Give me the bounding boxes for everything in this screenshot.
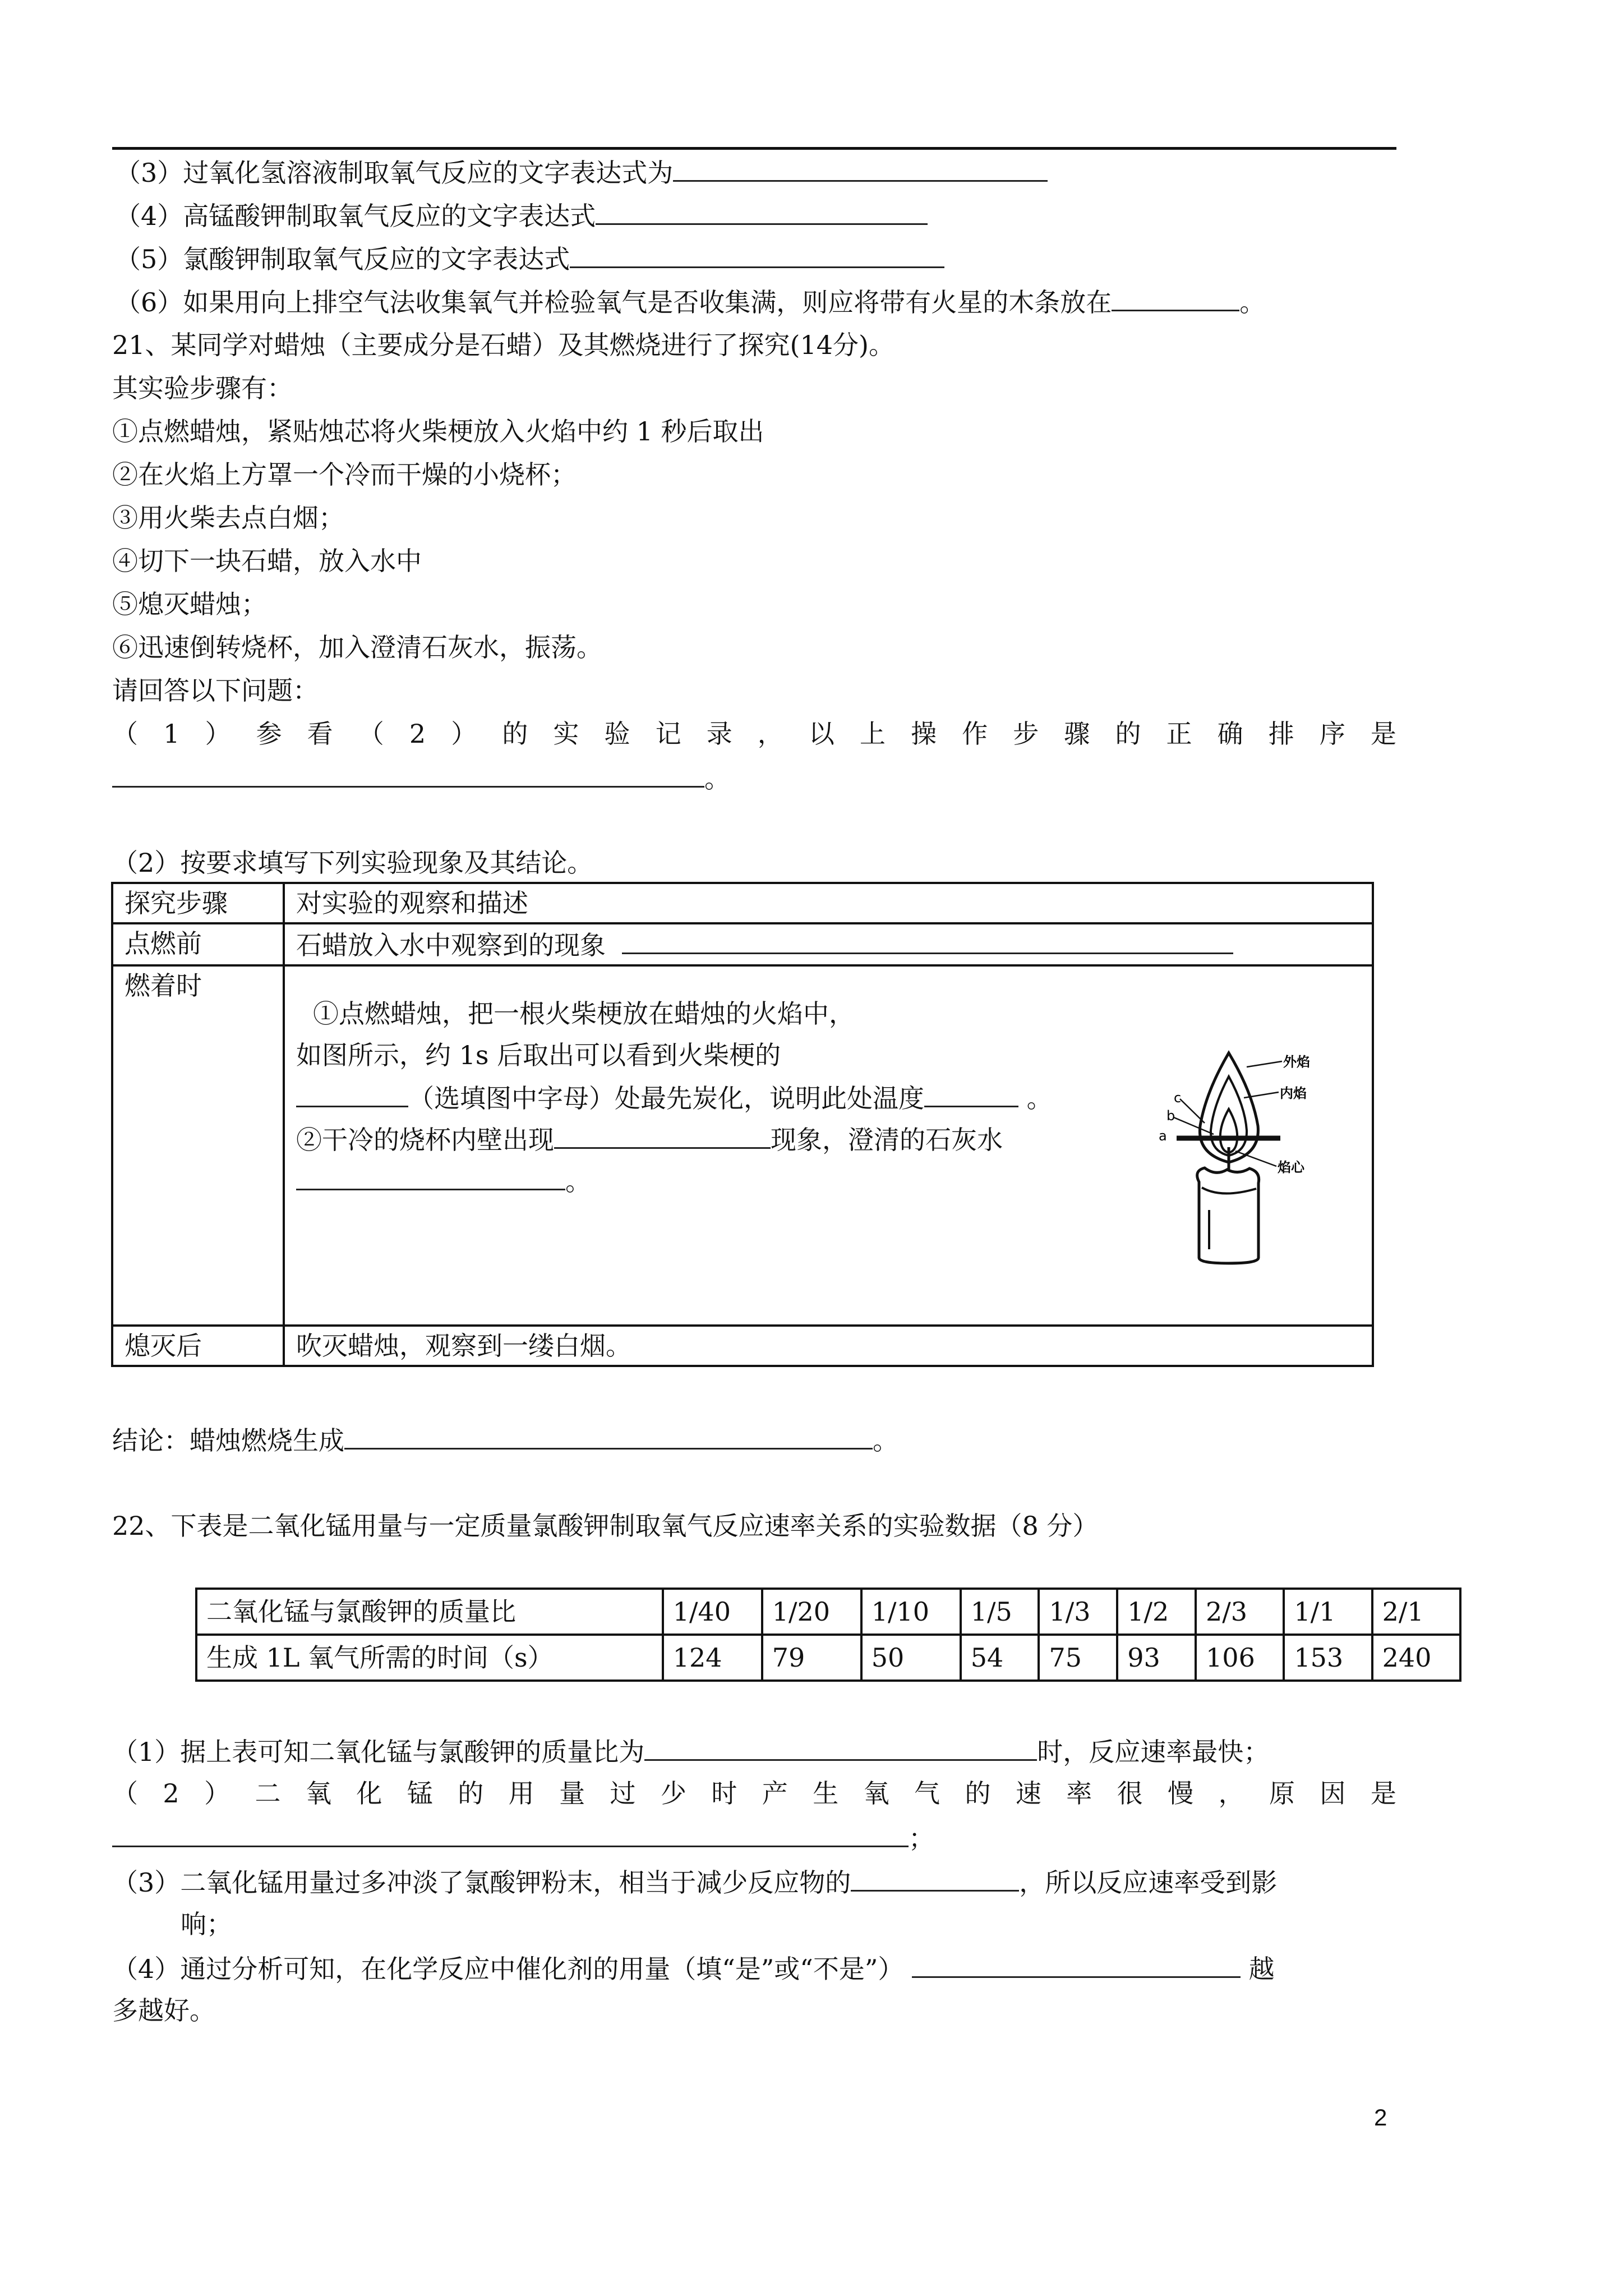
- label-a: a: [1159, 1128, 1167, 1144]
- question-char: 氧: [305, 1778, 331, 1809]
- q20-item4: （4）高锰酸钾制取氧气反应的文字表达式: [115, 197, 928, 233]
- table-cell: 2/3: [1196, 1589, 1284, 1635]
- question-char: 少: [660, 1778, 686, 1809]
- flame-core-label: 焰心: [1278, 1159, 1304, 1175]
- question-char: 因: [1320, 1778, 1346, 1809]
- table-cell: 240: [1372, 1635, 1460, 1681]
- question-char: 时: [711, 1778, 737, 1809]
- table-row: [112, 883, 1373, 923]
- table-cell: 1/40: [663, 1589, 762, 1635]
- q21-ask: 请回答以下问题：: [112, 675, 319, 706]
- q21-part1-question: [112, 717, 1396, 751]
- table-cell: 1/3: [1039, 1589, 1117, 1635]
- table-cell: 1/2: [1117, 1589, 1196, 1635]
- mno2-data-table: [195, 1588, 1461, 1682]
- answer-blank[interactable]: [554, 1121, 771, 1149]
- table-row: [112, 923, 1373, 965]
- answer-blank[interactable]: [912, 1950, 1241, 1978]
- answer-blank[interactable]: [296, 1163, 565, 1190]
- q22-part3: （3）二氧化锰用量过多冲淡了氯酸钾粉末，相当于减少反应物的 ，所以反应速率受到影: [112, 1864, 1277, 1899]
- q21-conclusion: 结论：蜡烛燃烧生成 。: [112, 1422, 898, 1457]
- burning-line-5: 。: [296, 1163, 591, 1198]
- page-number: 2: [1374, 2104, 1387, 2131]
- answer-blank[interactable]: [924, 1080, 1018, 1107]
- table-cell: 106: [1196, 1635, 1284, 1681]
- candle-flame-diagram: [1154, 1042, 1334, 1277]
- table-cell: 熄灭后: [112, 1326, 284, 1366]
- table-cell: 124: [663, 1635, 762, 1681]
- question-char: 氧: [863, 1778, 889, 1809]
- table-cell: 1/1: [1284, 1589, 1372, 1635]
- question-char: 以: [808, 719, 834, 749]
- question-char: 过: [610, 1778, 636, 1809]
- table-row: [196, 1635, 1460, 1681]
- burning-line-1: ①点燃蜡烛，把一根火柴梗放在蜡烛的火焰中，: [313, 999, 855, 1029]
- answer-blank[interactable]: [673, 154, 1048, 182]
- question-char: 是: [1370, 1778, 1396, 1809]
- label-c: c: [1174, 1090, 1182, 1106]
- question-char: 确: [1217, 719, 1243, 749]
- label-b: b: [1166, 1108, 1175, 1124]
- question-char: （: [112, 719, 138, 749]
- answer-blank[interactable]: [644, 1733, 1037, 1761]
- question-char: 排: [1268, 719, 1294, 749]
- q20-item6: （6）如果用向上排空气法收集氧气并检验氧气是否收集满，则应将带有火星的木条放在 。: [115, 284, 1265, 319]
- question-char: 上: [859, 719, 886, 749]
- question-char: 参: [256, 719, 282, 749]
- question-char: 气: [914, 1778, 940, 1809]
- inner-flame: [1211, 1076, 1247, 1156]
- question-char: ）: [204, 1778, 230, 1809]
- answer-blank[interactable]: [622, 927, 1233, 954]
- question-char: 量: [559, 1778, 585, 1809]
- q21-part2-question: （2）按要求填写下列实验现象及其结论。: [112, 848, 593, 878]
- question-char: 用: [508, 1778, 534, 1809]
- question-char: 产: [762, 1778, 788, 1809]
- q21-step: ④切下一块石蜡，放入水中: [112, 546, 422, 576]
- table-cell: 点燃前: [112, 923, 284, 965]
- table-cell: 石蜡放入水中观察到的现象: [284, 923, 1373, 965]
- q22-part2-answer-line: ；: [112, 1820, 934, 1855]
- question-char: 录: [706, 719, 732, 749]
- outer-flame-label: 外焰: [1283, 1054, 1310, 1070]
- q21-step: ①点燃蜡烛，紧贴烛芯将火柴梗放入火焰中约 1 秒后取出: [112, 416, 764, 447]
- table-cell: 93: [1117, 1635, 1196, 1681]
- question-char: 2: [409, 719, 426, 749]
- question-char: 速: [1015, 1778, 1041, 1809]
- question-char: 的: [1115, 719, 1141, 749]
- q22-part1: （1）据上表可知二氧化锰与氯酸钾的质量比为 时，反应速率最快；: [112, 1733, 1269, 1769]
- top-rule: [112, 147, 1396, 150]
- answer-blank[interactable]: [851, 1864, 1019, 1892]
- table-row: [112, 1326, 1373, 1366]
- question-char: 2: [163, 1778, 179, 1809]
- table-cell: 75: [1039, 1635, 1117, 1681]
- question-char: ）: [451, 719, 477, 749]
- table-cell: 1/10: [861, 1589, 961, 1635]
- table-cell: 对实验的观察和描述: [284, 883, 1373, 923]
- question-char: ，: [1218, 1778, 1244, 1809]
- question-char: 原: [1269, 1778, 1295, 1809]
- q21-part1-answer-line: 。: [112, 760, 730, 795]
- q22-part2-question: [112, 1777, 1396, 1810]
- question-char: 步: [1013, 719, 1039, 749]
- q22-title: 22、下表是二氧化锰用量与一定质量氯酸钾制取氧气反应速率关系的实验数据（8 分）: [112, 1511, 1099, 1541]
- question-char: 率: [1066, 1778, 1092, 1809]
- answer-blank[interactable]: [570, 241, 944, 268]
- answer-blank[interactable]: [112, 760, 704, 788]
- question-char: 的: [502, 719, 528, 749]
- question-char: 验: [604, 719, 630, 749]
- question-char: 锰: [407, 1778, 433, 1809]
- table-row-header: 生成 1L 氧气所需的时间（s）: [196, 1635, 663, 1681]
- flame-core: [1220, 1109, 1237, 1153]
- question-char: 的: [965, 1778, 991, 1809]
- table-cell: 探究步骤: [112, 883, 284, 923]
- candle-body: [1197, 1168, 1259, 1263]
- q20-item3: （3）过氧化氢溶液制取氧气反应的文字表达式为: [115, 154, 1048, 190]
- q21-step: ③用火柴去点白烟；: [112, 503, 344, 533]
- question-char: 操: [911, 719, 937, 749]
- table-cell: 79: [762, 1635, 861, 1681]
- burning-line-3: （选填图中字母）处最先炭化，说明此处温度 。: [296, 1080, 1053, 1115]
- question-char: 骤: [1064, 719, 1090, 749]
- table-cell: 吹灭蜡烛，观察到一缕白烟。: [284, 1326, 1373, 1366]
- table-row-header: 二氧化锰与氯酸钾的质量比: [196, 1589, 663, 1635]
- table-cell: 54: [961, 1635, 1039, 1681]
- q22-part4: （4）通过分析可知，在化学反应中催化剂的用量（填“是”或“不是”） 越: [112, 1950, 1275, 1986]
- question-char: 是: [1370, 719, 1396, 749]
- inner-flame-label: 内焰: [1280, 1085, 1307, 1101]
- table-cell: 1/20: [762, 1589, 861, 1635]
- burning-line-2: 如图所示，约 1s 后取出可以看到火柴梗的: [296, 1040, 781, 1070]
- question-char: 1: [163, 719, 180, 749]
- burning-line-4: ②干冷的烧杯内壁出现 现象，澄清的石灰水: [296, 1121, 1003, 1157]
- q21-step: ⑥迅速倒转烧杯，加入澄清石灰水，振荡。: [112, 632, 602, 662]
- question-char: 很: [1117, 1778, 1143, 1809]
- question-char: 实: [553, 719, 579, 749]
- question-char: 二: [255, 1778, 281, 1809]
- q21-title: 21、某同学对蜡烛（主要成分是石蜡）及其燃烧进行了探究(14分)。: [112, 330, 895, 360]
- table-cell: 153: [1284, 1635, 1372, 1681]
- question-char: 慢: [1168, 1778, 1194, 1809]
- experiment-table: [111, 882, 1374, 1367]
- answer-blank[interactable]: [344, 1422, 873, 1450]
- q21-step: ⑤熄灭蜡烛；: [112, 589, 267, 619]
- table-cell: 燃着时: [112, 965, 284, 1326]
- question-char: ，: [757, 719, 783, 749]
- q22-part3-cont: 响；: [181, 1909, 232, 1939]
- q20-item5: （5）氯酸钾制取氧气反应的文字表达式: [115, 241, 944, 276]
- q21-step: ②在火焰上方罩一个冷而干燥的小烧杯；: [112, 459, 577, 490]
- table-row: [196, 1589, 1460, 1635]
- question-char: 作: [962, 719, 988, 749]
- question-char: 化: [356, 1778, 382, 1809]
- table-cell: 1/5: [961, 1589, 1039, 1635]
- q21-steps-intro: 其实验步骤有：: [112, 373, 293, 403]
- question-char: （: [112, 1778, 138, 1809]
- question-char: 看: [307, 719, 333, 749]
- table-cell: 2/1: [1372, 1589, 1460, 1635]
- answer-blank[interactable]: [112, 1820, 909, 1847]
- question-char: （: [358, 719, 384, 749]
- question-char: 的: [458, 1778, 484, 1809]
- question-char: ）: [205, 719, 231, 749]
- question-char: 生: [813, 1778, 839, 1809]
- table-cell: [284, 965, 1373, 1326]
- table-row: [112, 965, 1373, 1326]
- answer-blank[interactable]: [1112, 284, 1239, 311]
- question-char: 记: [655, 719, 681, 749]
- table-cell: 50: [861, 1635, 961, 1681]
- question-char: 正: [1166, 719, 1192, 749]
- question-char: 序: [1319, 719, 1345, 749]
- answer-blank[interactable]: [596, 197, 928, 225]
- q22-part4-cont: 多越好。: [112, 1995, 215, 2026]
- candle-drip: [1202, 1188, 1256, 1194]
- answer-blank[interactable]: [296, 1080, 408, 1107]
